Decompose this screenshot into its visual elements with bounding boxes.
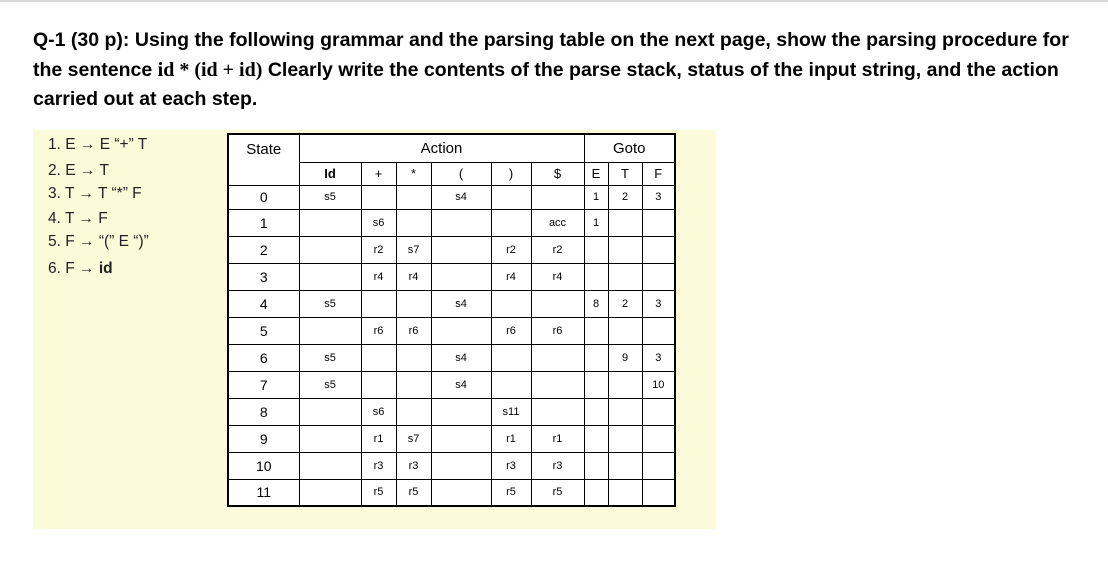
action-cell: s5 [299, 185, 361, 209]
action-cell [431, 236, 491, 263]
action-cell [531, 371, 584, 398]
goto-cell [608, 317, 642, 344]
grammar-rule-number: 1. [48, 136, 61, 153]
action-cell: r5 [531, 479, 584, 506]
action-cell: r5 [396, 479, 431, 506]
question-instruction: Clearly write the contents of the parse stack, status of the input string, and the action carried out at each step. [33, 58, 1059, 110]
arrow-icon: → [78, 210, 94, 227]
action-cell: r4 [361, 263, 396, 290]
table-row [228, 479, 675, 506]
grammar-rule-lhs: E [65, 136, 76, 153]
action-cell: r3 [396, 452, 431, 479]
arrow-icon: → [79, 260, 95, 277]
goto-cell: 1 [584, 209, 608, 236]
goto-cell [642, 317, 675, 344]
grammar-rule-rhs: id [98, 260, 113, 277]
table-row [228, 452, 675, 479]
question-sentence: id * (id + id) [157, 58, 263, 81]
grammar-rule-lhs: T [64, 185, 75, 202]
action-cell [396, 344, 431, 371]
grammar-rule [48, 260, 113, 278]
table-row [228, 185, 675, 209]
action-cell: r6 [396, 317, 431, 344]
action-cell [431, 209, 491, 236]
action-cell [491, 185, 531, 209]
goto-cell [584, 236, 608, 263]
symbol-header: + [361, 162, 396, 185]
action-cell [431, 425, 491, 452]
action-cell: r5 [491, 479, 531, 506]
action-cell: r4 [491, 263, 531, 290]
action-cell [431, 479, 491, 506]
symbol-header: ( [431, 162, 491, 185]
action-cell: s11 [491, 398, 531, 425]
action-cell: r1 [531, 425, 584, 452]
action-cell: r2 [361, 236, 396, 263]
action-cell [299, 317, 361, 344]
symbol-header: E [584, 162, 608, 185]
state-cell: 4 [228, 290, 299, 317]
action-cell [299, 236, 361, 263]
goto-cell [584, 452, 608, 479]
state-cell: 7 [228, 371, 299, 398]
state-cell: 0 [228, 185, 299, 209]
table-row [228, 317, 675, 344]
action-cell [531, 344, 584, 371]
symbol-header: F [642, 162, 675, 185]
action-cell [431, 317, 491, 344]
state-cell: 6 [228, 344, 299, 371]
goto-cell [608, 479, 642, 506]
action-cell: s6 [361, 398, 396, 425]
table-row [228, 344, 675, 371]
action-cell: s5 [299, 371, 361, 398]
action-cell [299, 479, 361, 506]
state-cell: 2 [228, 236, 299, 263]
grammar-rule-number: 3. [48, 185, 61, 202]
grammar-rule-rhs: T [99, 162, 109, 179]
table-row [228, 398, 675, 425]
goto-cell [608, 425, 642, 452]
symbol-header: T [608, 162, 642, 185]
action-cell [531, 398, 584, 425]
action-cell: r6 [361, 317, 396, 344]
action-cell: r1 [491, 425, 531, 452]
grammar-rule-lhs: F [65, 233, 75, 250]
action-cell [361, 185, 396, 209]
action-cell: s4 [431, 290, 491, 317]
state-cell: 5 [228, 317, 299, 344]
grammar-rule [48, 185, 142, 203]
action-cell [361, 290, 396, 317]
action-cell [531, 290, 584, 317]
goto-cell [642, 452, 675, 479]
goto-cell [584, 425, 608, 452]
goto-cell [642, 263, 675, 290]
action-cell [396, 209, 431, 236]
parsing-table [227, 133, 676, 507]
goto-cell [584, 371, 608, 398]
action-cell: r2 [491, 236, 531, 263]
action-cell [299, 452, 361, 479]
action-cell [531, 185, 584, 209]
table-row [228, 209, 675, 236]
action-cell: r5 [361, 479, 396, 506]
grammar-rule [48, 136, 147, 154]
table-row [228, 236, 675, 263]
goto-cell: 9 [608, 344, 642, 371]
grammar-rule-number: 4. [48, 210, 61, 227]
symbol-header: $ [531, 162, 584, 185]
state-cell: 10 [228, 452, 299, 479]
action-cell [299, 425, 361, 452]
goto-cell: 1 [584, 185, 608, 209]
action-cell [431, 452, 491, 479]
action-cell [396, 290, 431, 317]
grammar-rule-rhs: “(” E “)” [98, 233, 149, 250]
action-cell: acc [531, 209, 584, 236]
state-cell: 11 [228, 479, 299, 506]
action-cell: s5 [299, 290, 361, 317]
action-cell [299, 263, 361, 290]
action-cell [491, 209, 531, 236]
grammar-rule-rhs: T “*” F [98, 185, 142, 202]
action-cell: s7 [396, 236, 431, 263]
question-intro: Using the following grammar and the parsing table on the next page, show the parsing procedure for the sentence [33, 29, 1069, 81]
action-cell: r1 [361, 425, 396, 452]
goto-cell: 3 [642, 344, 675, 371]
goto-cell [608, 209, 642, 236]
action-cell: r3 [531, 452, 584, 479]
action-cell [396, 371, 431, 398]
action-cell: r2 [531, 236, 584, 263]
goto-header: Goto [584, 134, 675, 162]
symbol-header: Id [299, 162, 361, 185]
symbol-header: ) [491, 162, 531, 185]
goto-cell: 2 [608, 290, 642, 317]
goto-cell: 2 [608, 185, 642, 209]
goto-cell [642, 209, 675, 236]
grammar-rule [48, 210, 108, 228]
grammar-rule-rhs: F [98, 210, 108, 227]
goto-cell: 10 [642, 371, 675, 398]
table-row [228, 290, 675, 317]
arrow-icon: → [79, 136, 96, 153]
grammar-rule-rhs: E “+” T [99, 136, 148, 153]
action-cell [396, 185, 431, 209]
top-divider [0, 0, 1108, 2]
action-header: Action [299, 134, 584, 162]
action-cell [361, 371, 396, 398]
action-cell: r6 [491, 317, 531, 344]
arrow-icon: → [78, 185, 94, 202]
goto-cell [642, 425, 675, 452]
grammar-rule [48, 162, 109, 180]
arrow-icon: → [79, 162, 96, 179]
grammar-rule-number: 2. [48, 162, 61, 179]
action-cell: r3 [491, 452, 531, 479]
goto-cell [642, 479, 675, 506]
goto-cell [584, 344, 608, 371]
state-cell: 3 [228, 263, 299, 290]
goto-cell [642, 236, 675, 263]
action-cell [361, 344, 396, 371]
symbol-header: * [396, 162, 431, 185]
goto-cell [608, 263, 642, 290]
goto-cell [608, 452, 642, 479]
action-cell [299, 398, 361, 425]
table-row [228, 425, 675, 452]
action-cell [491, 344, 531, 371]
action-cell: r4 [396, 263, 431, 290]
goto-cell: 3 [642, 185, 675, 209]
goto-cell [584, 263, 608, 290]
grammar-rule-number: 5. [48, 233, 61, 250]
action-cell [431, 263, 491, 290]
state-header: State [228, 134, 299, 185]
question-text [33, 26, 1083, 115]
goto-cell [584, 479, 608, 506]
table-row [228, 263, 675, 290]
state-cell: 8 [228, 398, 299, 425]
question-label: Q-1 (30 p): [33, 29, 130, 51]
action-cell: r6 [531, 317, 584, 344]
state-cell: 1 [228, 209, 299, 236]
goto-cell: 8 [584, 290, 608, 317]
goto-cell [608, 236, 642, 263]
state-cell: 9 [228, 425, 299, 452]
grammar-rule-number: 6. [48, 260, 61, 277]
action-cell: s7 [396, 425, 431, 452]
goto-cell [642, 398, 675, 425]
action-cell [299, 209, 361, 236]
grammar-rule-lhs: F [65, 260, 75, 277]
action-cell [491, 290, 531, 317]
action-cell: s4 [431, 344, 491, 371]
action-cell: s4 [431, 371, 491, 398]
arrow-icon: → [79, 233, 95, 250]
action-cell [396, 398, 431, 425]
action-cell: s6 [361, 209, 396, 236]
goto-cell [608, 371, 642, 398]
goto-cell: 3 [642, 290, 675, 317]
action-cell [491, 371, 531, 398]
goto-cell [584, 317, 608, 344]
grammar-rule-lhs: T [64, 210, 75, 227]
action-cell: r3 [361, 452, 396, 479]
action-cell: r4 [531, 263, 584, 290]
grammar-rule [48, 233, 149, 251]
action-cell: s4 [431, 185, 491, 209]
action-cell [431, 398, 491, 425]
goto-cell [584, 398, 608, 425]
table-row [228, 371, 675, 398]
grammar-rule-lhs: E [65, 162, 76, 179]
action-cell: s5 [299, 344, 361, 371]
goto-cell [608, 398, 642, 425]
